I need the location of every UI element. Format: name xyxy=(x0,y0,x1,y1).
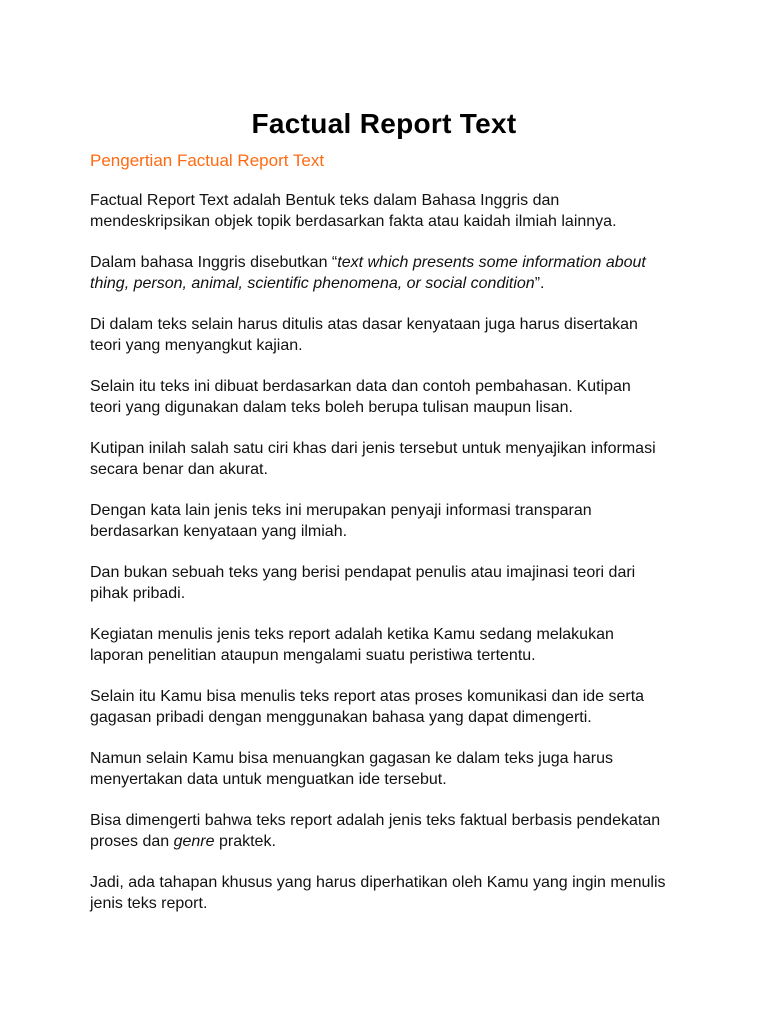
paragraph-4 xyxy=(90,377,690,418)
paragraph-line: gagasan pribadi dengan menggunakan bahasa yang dapat dimengerti. xyxy=(90,708,592,726)
paragraph-11 xyxy=(90,811,690,852)
paragraph-line xyxy=(90,274,690,295)
paragraph-7 xyxy=(90,563,690,604)
paragraph-line: secara benar dan akurat. xyxy=(90,460,268,478)
paragraph-line: jenis teks report. xyxy=(90,894,208,912)
paragraph-line: Kutipan inilah salah satu ciri khas dari jenis tersebut untuk menyajikan informasi xyxy=(90,440,656,457)
paragraph-line: Bisa dimengerti bahwa teks report adalah jenis teks faktual berbasis pendekatan xyxy=(90,812,661,829)
paragraph-line: teori yang menyangkut kajian. xyxy=(90,336,303,354)
quote-italic-text: thing, person, animal, scientific phenomena, or social condition xyxy=(90,274,535,292)
paragraph-12 xyxy=(90,873,690,914)
paragraph-line: berdasarkan kenyataan yang ilmiah. xyxy=(90,522,348,540)
paragraph-3 xyxy=(90,315,690,356)
paragraph-line xyxy=(90,253,690,274)
paragraph-line: Factual Report Text adalah Bentuk teks dalam Bahasa Inggris dan xyxy=(90,192,560,209)
paragraph-1 xyxy=(90,191,690,232)
section-heading: Pengertian Factual Report Text xyxy=(90,151,325,170)
paragraph-9 xyxy=(90,687,690,728)
paragraph-8 xyxy=(90,625,690,666)
paragraph-line: Selain itu Kamu bisa menulis teks report atas proses komunikasi dan ide serta xyxy=(90,688,645,705)
paragraph-line: Namun selain Kamu bisa menuangkan gagasan ke dalam teks juga harus xyxy=(90,750,613,767)
quote-suffix: ”. xyxy=(534,274,545,292)
paragraph-line: Dan bukan sebuah teks yang berisi pendapat penulis atau imajinasi teori dari xyxy=(90,564,636,581)
paragraph-line: Selain itu teks ini dibuat berdasarkan data dan contoh pembahasan. Kutipan xyxy=(90,378,631,395)
quote-italic-text: text which presents some information about xyxy=(337,254,646,271)
paragraph-line: Kegiatan menulis jenis teks report adalah ketika Kamu sedang melakukan xyxy=(90,626,614,643)
paragraph-line: laporan penelitian ataupun mengalami suatu peristiwa tertentu. xyxy=(90,646,536,664)
paragraph-line: pihak pribadi. xyxy=(90,584,186,602)
paragraph-6 xyxy=(90,501,690,542)
paragraph-2 xyxy=(90,253,690,294)
quote-prefix: Dalam bahasa Inggris disebutkan “ xyxy=(90,254,338,271)
paragraph-line: Di dalam teks selain harus ditulis atas dasar kenyataan juga harus disertakan xyxy=(90,316,638,333)
text-suffix: praktek. xyxy=(214,832,276,850)
text-prefix: proses dan xyxy=(90,832,174,850)
paragraph-line: Jadi, ada tahapan khusus yang harus diperhatikan oleh Kamu yang ingin menulis xyxy=(90,874,666,891)
paragraph-10 xyxy=(90,749,690,790)
paragraph-line: Dengan kata lain jenis teks ini merupakan penyaji informasi transparan xyxy=(90,502,592,519)
paragraph-line: mendeskripsikan objek topik berdasarkan fakta atau kaidah ilmiah lainnya. xyxy=(90,212,617,230)
document-title: Factual Report Text xyxy=(251,108,517,139)
italic-term: genre xyxy=(173,832,215,850)
paragraph-line: teori yang digunakan dalam teks boleh berupa tulisan maupun lisan. xyxy=(90,398,573,416)
paragraph-line: menyertakan data untuk menguatkan ide tersebut. xyxy=(90,770,447,788)
paragraph-5 xyxy=(90,439,690,480)
paragraph-line xyxy=(90,832,690,853)
